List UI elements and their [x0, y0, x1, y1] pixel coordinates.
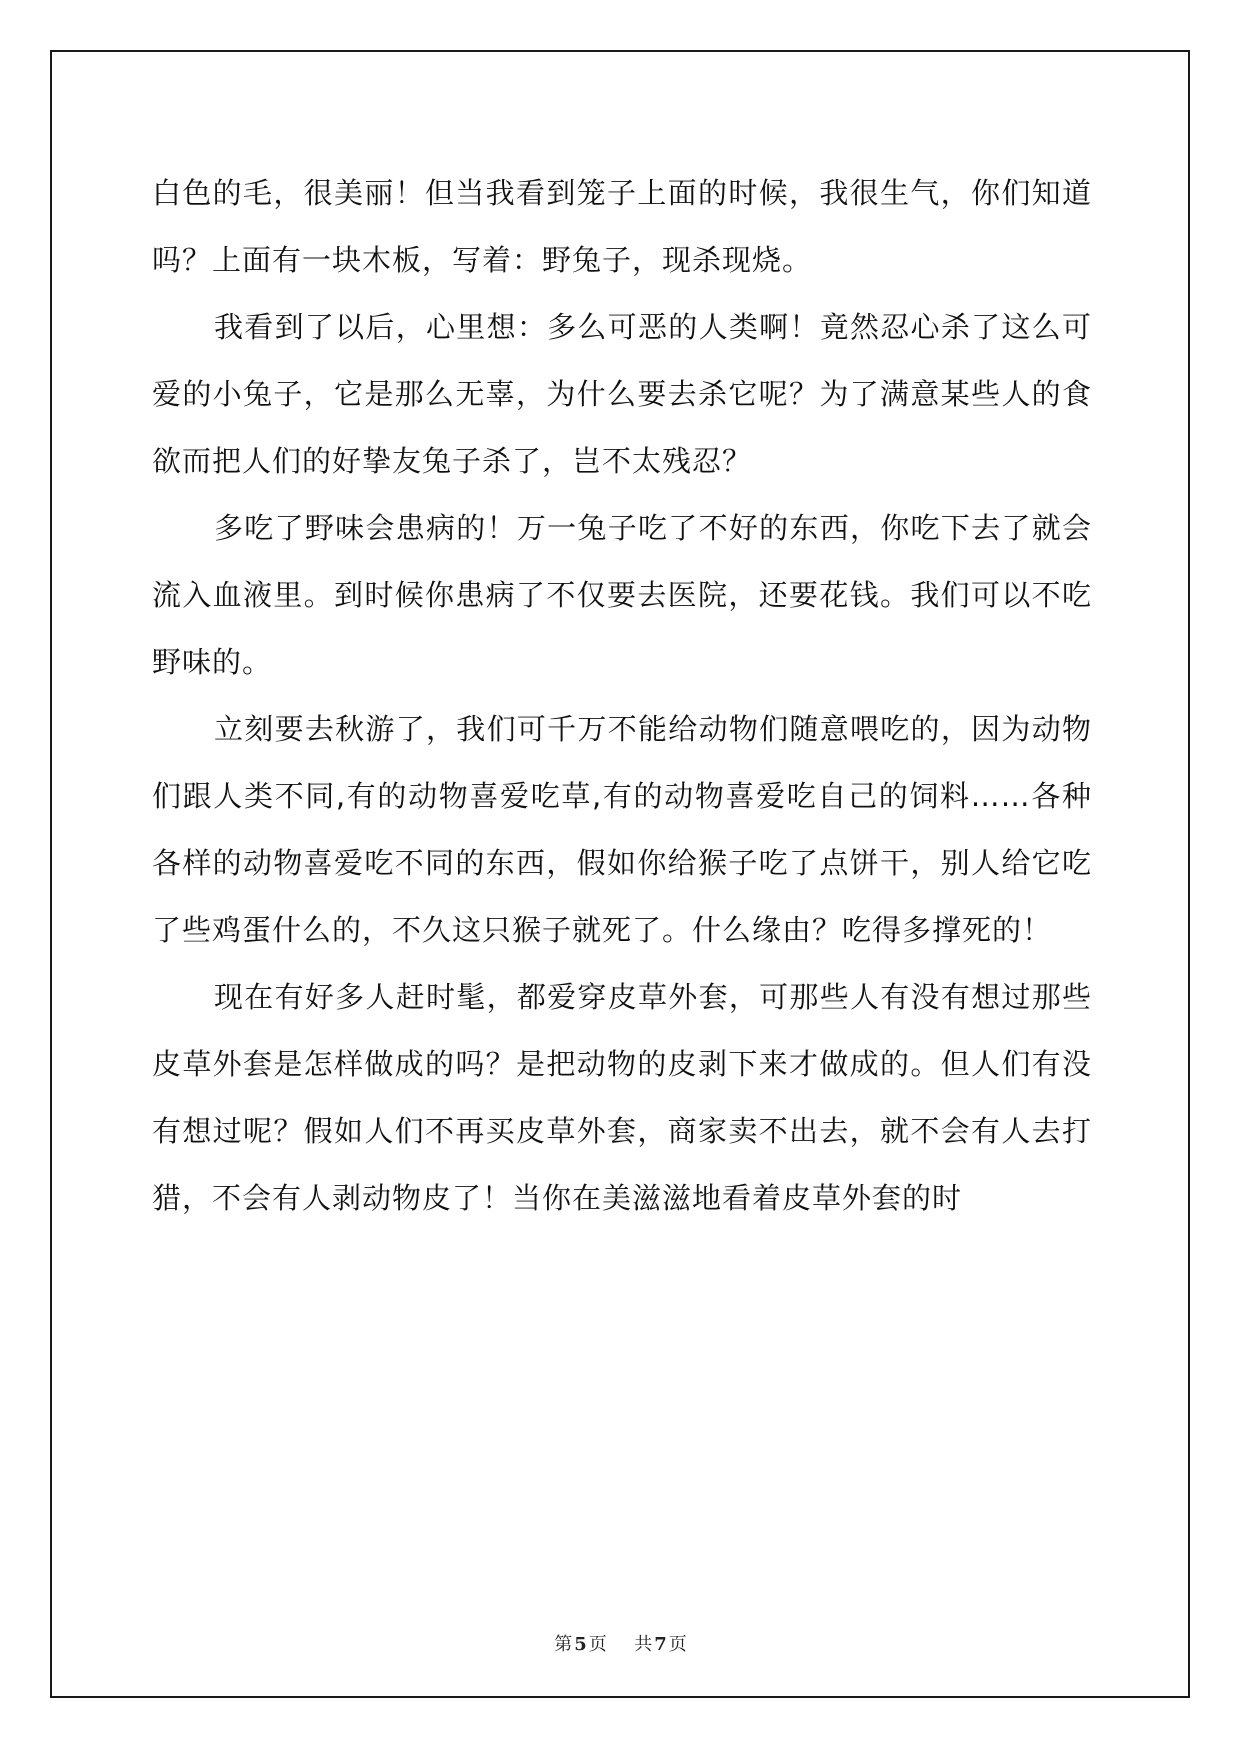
document-body [152, 160, 1092, 1232]
paragraph-1: 白色的毛，很美丽！但当我看到笼子上面的时候，我很生气，你们知道吗？上面有一块木板，写着：野兔子，现杀现烧。 [152, 176, 1092, 277]
paragraph-3: 多吃了野味会患病的！万一兔子吃了不好的东西，你吃下去了就会流入血液里。到时候你患病了不仅要去医院，还要花钱。我们可以不吃野味的。 [152, 511, 1092, 679]
page-prefix: 第 [554, 1634, 573, 1655]
paragraph-4: 立刻要去秋游了，我们可千万不能给动物们随意喂吃的，因为动物们跟人类不同,有的动物喜爱吃草,有的动物喜爱吃自己的饲料……各种各样的动物喜爱吃不同的东西，假如你给猴子吃了点饼干，别人给它吃了些鸡蛋什么的，不久这只猴子就死了。什么缘由？吃得多撑死的！ [152, 712, 1092, 947]
paragraph-5: 现在有好多人赶时髦，都爱穿皮草外套，可那些人有没有想过那些皮草外套是怎样做成的吗？是把动物的皮剥下来才做成的。但人们有没有想过呢？假如人们不再买皮草外套，商家卖不出去，就不会有人去打猎，不会有人剥动物皮了！当你在美滋滋地看着皮草外套的时 [152, 980, 1092, 1215]
total-prefix: 共 [634, 1634, 653, 1655]
page-footer [0, 1630, 1241, 1656]
page-suffix: 页 [588, 1634, 607, 1655]
paragraph-2: 我看到了以后，心里想：多么可恶的人类啊！竟然忍心杀了这么可爱的小兔子，它是那么无辜，为什么要去杀它呢？为了满意某些人的食欲而把人们的好挚友兔子杀了，岂不太残忍？ [152, 310, 1092, 478]
total-suffix: 页 [668, 1634, 687, 1655]
current-page: 5 [574, 1634, 587, 1655]
page-total [634, 1634, 687, 1655]
total-pages: 7 [654, 1634, 667, 1655]
page-number [554, 1634, 612, 1655]
